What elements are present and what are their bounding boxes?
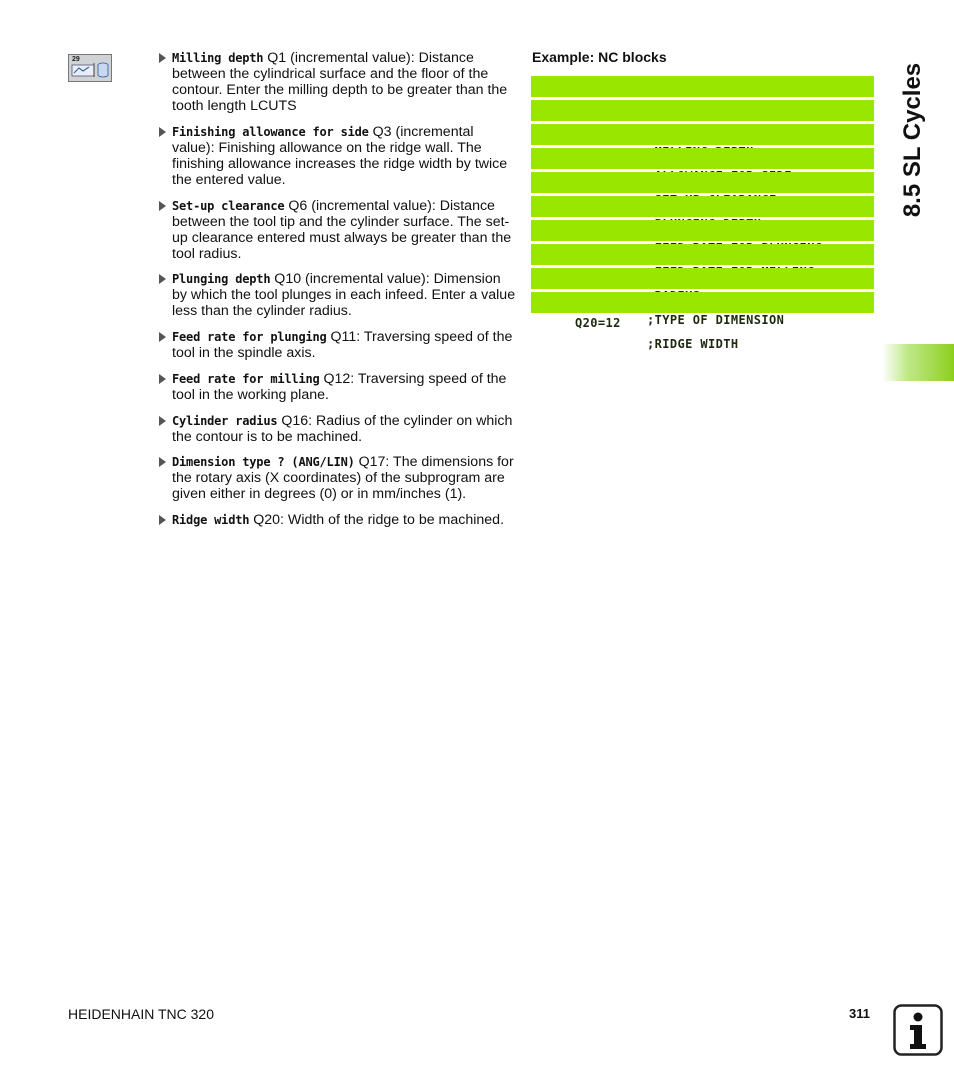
param-description: Q11: Traversing speed of the tool in the spindle axis. [172,329,513,361]
bullet-triangle-icon [159,274,166,284]
param-description: Q3 (incremental value): Finishing allowance on the ridge wall. The finishing allowance increases the ridge width by twice the entered value. [172,124,508,188]
bullet-triangle-icon [159,374,166,384]
chapter-tab-marker [882,344,954,381]
nc-block-row [531,196,874,217]
cycle-number: 29 [72,56,80,63]
param-keyword: Feed rate for plunging [172,330,327,344]
param-feed-rate-milling [158,371,516,403]
info-icon [893,1004,943,1056]
nc-block-row [531,124,874,145]
param-keyword: Set-up clearance [172,199,285,213]
param-description: Q12: Traversing speed of the tool in the working plane. [172,371,507,403]
nc-block-comment: ;RIDGE WIDTH [647,337,739,351]
bullet-triangle-icon [159,201,166,211]
param-finishing-allowance [158,124,516,188]
bullet-triangle-icon [159,127,166,137]
param-cylinder-radius [158,413,516,445]
bullet-triangle-icon [159,332,166,342]
param-dimension-type [158,454,516,502]
page-number: 311 [849,1006,870,1021]
nc-block-row [531,148,874,169]
chapter-title-text: 8.5 SL Cycles [899,62,926,218]
nc-block-row [531,244,874,265]
param-milling-depth [158,50,516,114]
nc-block-row [531,172,874,193]
example-title: Example: NC blocks [532,49,667,65]
nc-block-row [531,220,874,241]
bullet-triangle-icon [159,53,166,63]
param-keyword: Milling depth [172,51,264,65]
param-description: Q10 (incremental value): Dimension by which the tool plunges in each infeed. Enter a value less than the cylinder radius. [172,271,516,319]
param-keyword: Cylinder radius [172,414,278,428]
nc-block-list [531,76,874,351]
param-keyword: Plunging depth [172,272,271,286]
bullet-triangle-icon [159,515,166,525]
parameter-list [158,50,516,528]
param-description: Q17: The dimensions for the rotary axis (X coordinates) of the subprogram are given either in degrees (0) or in mm/inches (1). [172,454,514,502]
param-description: Q6 (incremental value): Distance between the tool tip and the cylinder surface. The set-up clearance entered must always be greater than the tool radius. [172,198,512,262]
param-keyword: Feed rate for milling [172,372,320,386]
nc-block-comment: ;TYPE OF DIMENSION [647,313,785,327]
param-description: Q1 (incremental value): Distance between the cylindrical surface and the floor of the contour. Enter the milling depth to be greater than the tooth length LCUTS [172,50,508,114]
footer-product-name: HEIDENHAIN TNC 320 [68,1006,215,1022]
bullet-triangle-icon [159,457,166,467]
param-ridge-width [158,512,516,528]
nc-block-code: Q20=12 [575,316,621,330]
param-keyword: Finishing allowance for side [172,125,369,139]
param-description: Q20: Width of the ridge to be machined. [249,512,505,528]
bullet-triangle-icon [159,416,166,426]
param-keyword: Dimension type ? (ANG/LIN) [172,455,355,469]
param-keyword: Ridge width [172,513,250,527]
chapter-side-title [895,60,931,220]
param-plunging-depth [158,271,516,319]
cylinder-surface-ridge-icon [68,54,112,82]
nc-block-row [531,100,874,121]
nc-block-header [531,76,874,97]
param-description: Q16: Radius of the cylinder on which the contour is to be machined. [172,413,513,445]
param-feed-rate-plunging [158,329,516,361]
param-setup-clearance [158,198,516,262]
